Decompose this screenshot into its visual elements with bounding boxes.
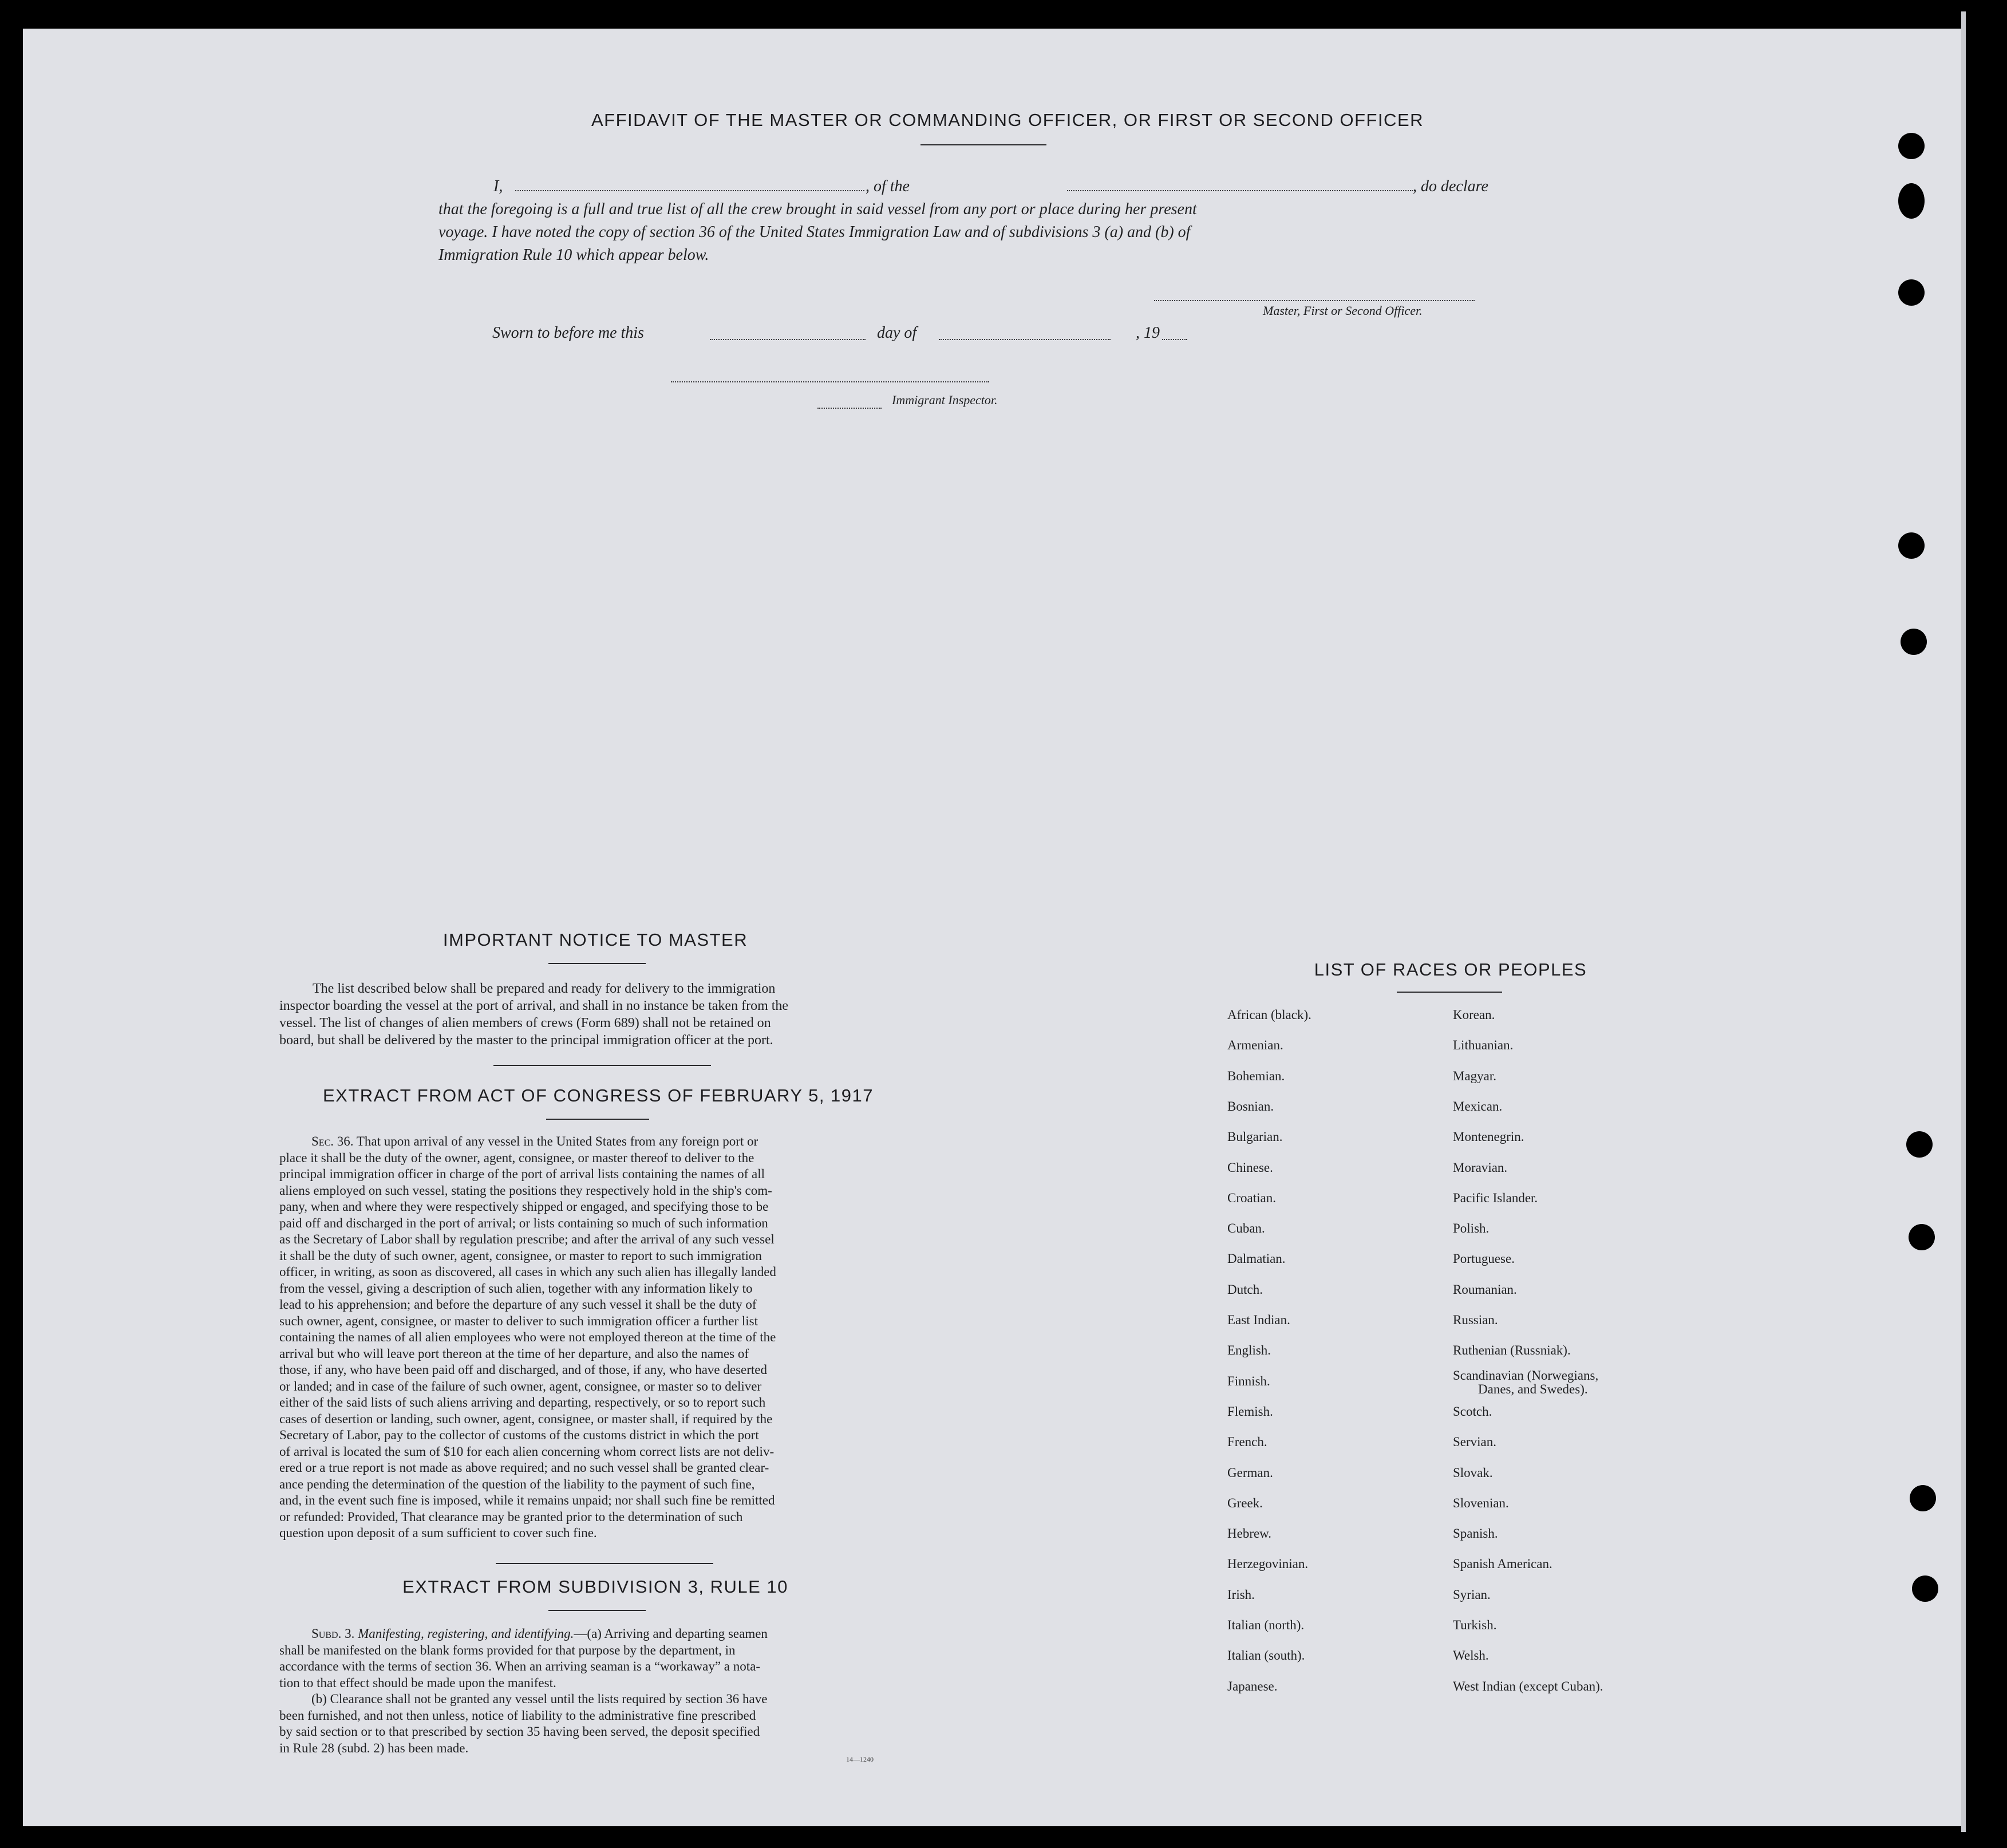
act-line: ered or a true report is not made as above required; and no such vessel shall be granted clear- xyxy=(279,1460,769,1475)
race-item: Servian. xyxy=(1453,1435,1497,1449)
act-extract-text xyxy=(279,1134,927,1542)
punch-hole xyxy=(1898,133,1925,159)
race-item: Japanese. xyxy=(1227,1679,1278,1693)
vessel-field[interactable] xyxy=(1067,177,1413,191)
punch-hole xyxy=(1909,1224,1935,1250)
race-item: Bulgarian. xyxy=(1227,1130,1283,1144)
race-item: Portuguese. xyxy=(1453,1251,1515,1266)
title-rule xyxy=(546,1119,649,1120)
page-edge xyxy=(1961,11,1966,1832)
race-item: Spanish. xyxy=(1453,1526,1498,1541)
race-item: Mexican. xyxy=(1453,1099,1503,1113)
race-item: West Indian (except Cuban). xyxy=(1453,1679,1603,1693)
year-prefix: , 19 xyxy=(1136,324,1160,342)
race-item: Irish. xyxy=(1227,1588,1255,1602)
race-item: Finnish. xyxy=(1227,1374,1270,1388)
race-item: Bohemian. xyxy=(1227,1069,1285,1083)
act-line: such owner, agent, consignee, or master to deliver to such immigration officer a further list xyxy=(279,1313,758,1328)
act-line: question upon deposit of a sum sufficient to cover such fine. xyxy=(279,1526,597,1540)
rule-extract-title: EXTRACT FROM SUBDIVISION 3, RULE 10 xyxy=(402,1577,788,1597)
notice-line: The list described below shall be prepared and ready for delivery to the immigration xyxy=(313,981,776,996)
officer-caption: Master, First or Second Officer. xyxy=(1263,303,1423,318)
subd-label: Subd. 3. xyxy=(311,1626,355,1641)
race-item: German. xyxy=(1227,1466,1273,1480)
declaration-line: Immigration Rule 10 which appear below. xyxy=(438,246,709,264)
section-rule xyxy=(493,1065,711,1066)
race-item: Russian. xyxy=(1453,1313,1498,1327)
race-item: Pacific Islander. xyxy=(1453,1191,1538,1205)
punch-hole xyxy=(1906,1131,1933,1158)
act-line: officer, in writing, as soon as discovered, all cases in which any such alien has illegally landed xyxy=(279,1265,776,1279)
race-item: Montenegrin. xyxy=(1453,1130,1524,1144)
rule-line: tion to that effect should be made upon the manifest. xyxy=(279,1675,556,1690)
punch-hole xyxy=(1898,279,1925,306)
sworn-day-field[interactable] xyxy=(710,326,866,340)
race-item: Bosnian. xyxy=(1227,1099,1274,1113)
races-left-column xyxy=(1227,1008,1445,1706)
act-line: it shall be the duty of such owner, agent, consignee, or master to report to such immigration xyxy=(279,1248,762,1263)
act-line: cases of desertion or landing, such owner, agent, consignee, or master shall, if required by the xyxy=(279,1411,773,1426)
race-item: Ruthenian (Russniak). xyxy=(1453,1343,1571,1357)
race-item: Italian (south). xyxy=(1227,1648,1305,1663)
races-title: LIST OF RACES OR PEOPLES xyxy=(1314,959,1587,980)
affidavit-title: AFFIDAVIT OF THE MASTER OR COMMANDING OFFICER, OR FIRST OR SECOND OFFICER xyxy=(591,110,1424,130)
act-line: containing the names of all alien employees who were not employed thereon at the time of the xyxy=(279,1330,776,1344)
race-item: East Indian. xyxy=(1227,1313,1290,1327)
act-line: and, in the event such fine is imposed, while it remains unpaid; nor shall such fine be remitted xyxy=(279,1493,775,1507)
race-item: Dalmatian. xyxy=(1227,1251,1286,1266)
act-line: place it shall be the duty of the owner, agent, consignee, or master thereof to deliver to the xyxy=(279,1150,754,1165)
section-rule xyxy=(496,1563,713,1564)
race-item: Cuban. xyxy=(1227,1221,1265,1235)
act-line: ance pending the determination of the question of the liability to the payment of such fine, xyxy=(279,1476,755,1491)
act-line: principal immigration officer in charge of the port of arrival lists containing the names of all xyxy=(279,1167,765,1181)
act-line: aliens employed on such vessel, stating the positions they respectively hold in the ship's com- xyxy=(279,1183,772,1198)
races-right-column xyxy=(1453,1008,1693,1706)
act-line: of arrival is located the sum of $10 for each alien concerning whom correct lists are not deliv- xyxy=(279,1444,775,1459)
act-line: lead to his apprehension; and before the departure of any such vessel it shall be the duty of xyxy=(279,1297,757,1312)
act-line: or landed; and in case of the failure of such owner, agent, consignee, or master so to deliver xyxy=(279,1379,762,1393)
rule-extract-text xyxy=(279,1626,927,1756)
title-rule xyxy=(548,1610,646,1611)
title-rule xyxy=(1397,992,1502,993)
race-item: French. xyxy=(1227,1435,1267,1449)
race-item: Moravian. xyxy=(1453,1160,1508,1175)
of-the-label: , of the xyxy=(866,177,910,195)
race-item: Hebrew. xyxy=(1227,1526,1272,1541)
act-line: arrival but who will leave port thereon at the time of her departure, and also the names of xyxy=(279,1346,749,1361)
race-item: English. xyxy=(1227,1343,1271,1357)
race-item: Syrian. xyxy=(1453,1588,1491,1602)
sworn-month-field[interactable] xyxy=(939,326,1111,340)
punch-hole xyxy=(1898,183,1925,219)
punch-hole xyxy=(1901,629,1927,655)
rule-line: in Rule 28 (subd. 2) has been made. xyxy=(279,1740,469,1755)
race-item: Italian (north). xyxy=(1227,1618,1305,1632)
rule-line: accordance with the terms of section 36. When an arriving seaman is a “workaway” a nota- xyxy=(279,1659,761,1673)
act-extract-title: EXTRACT FROM ACT OF CONGRESS OF FEBRUARY 5, 1917 xyxy=(322,1085,874,1105)
section-label: Sec. 36. xyxy=(311,1134,354,1148)
act-line: or refunded: Provided, That clearance may be granted prior to the determination of such xyxy=(279,1509,743,1524)
inspector-caption: Immigrant Inspector. xyxy=(892,393,998,407)
race-item: Flemish. xyxy=(1227,1404,1273,1419)
declaration-line: voyage. I have noted the copy of section 36 of the United States Immigration Law and of subdivisions 3 (a) and (b) of xyxy=(438,223,1191,241)
race-item: Lithuanian. xyxy=(1453,1038,1514,1052)
race-item: Croatian. xyxy=(1227,1191,1276,1205)
inspector-caption-dots xyxy=(817,395,882,409)
act-line: those, if any, who have been paid off and discharged, and of those, if any, who have deserted xyxy=(279,1363,768,1377)
notice-title: IMPORTANT NOTICE TO MASTER xyxy=(443,930,748,950)
i-label: I, xyxy=(493,177,503,195)
act-line: as the Secretary of Labor shall by regulation prescribe; and after the arrival of any such vessel xyxy=(279,1232,775,1246)
form-number: 14—1240 xyxy=(846,1755,874,1763)
race-item: Slovenian. xyxy=(1453,1496,1509,1510)
race-item: Armenian. xyxy=(1227,1038,1283,1052)
race-item: Spanish American. xyxy=(1453,1557,1552,1571)
notice-line: vessel. The list of changes of alien members of crews (Form 689) shall not be retained on xyxy=(279,1016,771,1030)
officer-signature-line[interactable] xyxy=(1154,287,1475,301)
race-item: Scandinavian (Norwegians, xyxy=(1453,1368,1599,1383)
race-item: Scotch. xyxy=(1453,1404,1492,1419)
punch-hole xyxy=(1910,1485,1936,1511)
race-item: Turkish. xyxy=(1453,1618,1497,1632)
act-line: either of the said lists of such aliens arriving and departing, respectively, or so to report such xyxy=(279,1395,766,1409)
rule-line: been furnished, and not then unless, notice of liability to the administrative fine prescribed xyxy=(279,1708,756,1723)
race-item: Dutch. xyxy=(1227,1282,1263,1297)
race-item: Welsh. xyxy=(1453,1648,1489,1663)
rule-line: (b) Clearance shall not be granted any vessel until the lists required by section 36 have xyxy=(311,1692,768,1706)
act-line: Secretary of Labor, pay to the collector of customs of the customs district in which the port xyxy=(279,1428,759,1442)
race-item: Polish. xyxy=(1453,1221,1490,1235)
race-item: Greek. xyxy=(1227,1496,1263,1510)
notice-line: board, but shall be delivered by the master to the principal immigration officer at the port. xyxy=(279,1033,773,1048)
punch-hole xyxy=(1912,1575,1938,1602)
act-line: That upon arrival of any vessel in the United States from any foreign port or xyxy=(356,1134,758,1148)
notice-text xyxy=(279,980,927,1049)
race-item: Chinese. xyxy=(1227,1160,1273,1175)
race-item: Herzegovinian. xyxy=(1227,1557,1309,1571)
do-declare-label: , do declare xyxy=(1413,177,1488,195)
race-item: African (black). xyxy=(1227,1008,1311,1022)
punch-hole xyxy=(1898,532,1925,559)
rule-line: —(a) Arriving and departing seamen xyxy=(574,1626,768,1641)
sworn-line xyxy=(492,324,1236,347)
notice-line: inspector boarding the vessel at the port of arrival, and shall in no instance be taken from the xyxy=(279,998,789,1013)
affidavit-declaration xyxy=(438,175,1511,267)
race-item: Magyar. xyxy=(1453,1069,1497,1083)
act-line: paid off and discharged in the port of arrival; or lists containing so much of such information xyxy=(279,1215,768,1230)
declaration-first-line xyxy=(438,175,1511,198)
race-item: Roumanian. xyxy=(1453,1282,1517,1297)
title-rule xyxy=(548,963,646,964)
title-rule xyxy=(920,144,1046,145)
rule-line: by said section or to that prescribed by section 35 having been served, the deposit specified xyxy=(279,1724,760,1739)
race-item: Slovak. xyxy=(1453,1466,1493,1480)
sworn-year-field[interactable] xyxy=(1162,326,1187,340)
inspector-signature-line[interactable] xyxy=(671,369,989,382)
act-line: from the vessel, giving a description of such alien, together with any information likely to xyxy=(279,1281,753,1296)
act-line: pany, when and where they were respectively shipped or engaged, and specifying those to be xyxy=(279,1199,769,1214)
race-item-continuation: Danes, and Swedes). xyxy=(1478,1382,1588,1396)
subd-heading: Manifesting, registering, and identifying. xyxy=(358,1626,574,1641)
race-item: Korean. xyxy=(1453,1008,1495,1022)
name-field[interactable] xyxy=(515,177,864,191)
declaration-line: that the foregoing is a full and true list of all the crew brought in said vessel from any port or place during her present xyxy=(438,200,1197,218)
day-of-label: day of xyxy=(877,324,917,342)
sworn-label: Sworn to before me this xyxy=(492,324,644,342)
rule-line: shall be manifested on the blank forms provided for that purpose by the department, in xyxy=(279,1642,736,1657)
